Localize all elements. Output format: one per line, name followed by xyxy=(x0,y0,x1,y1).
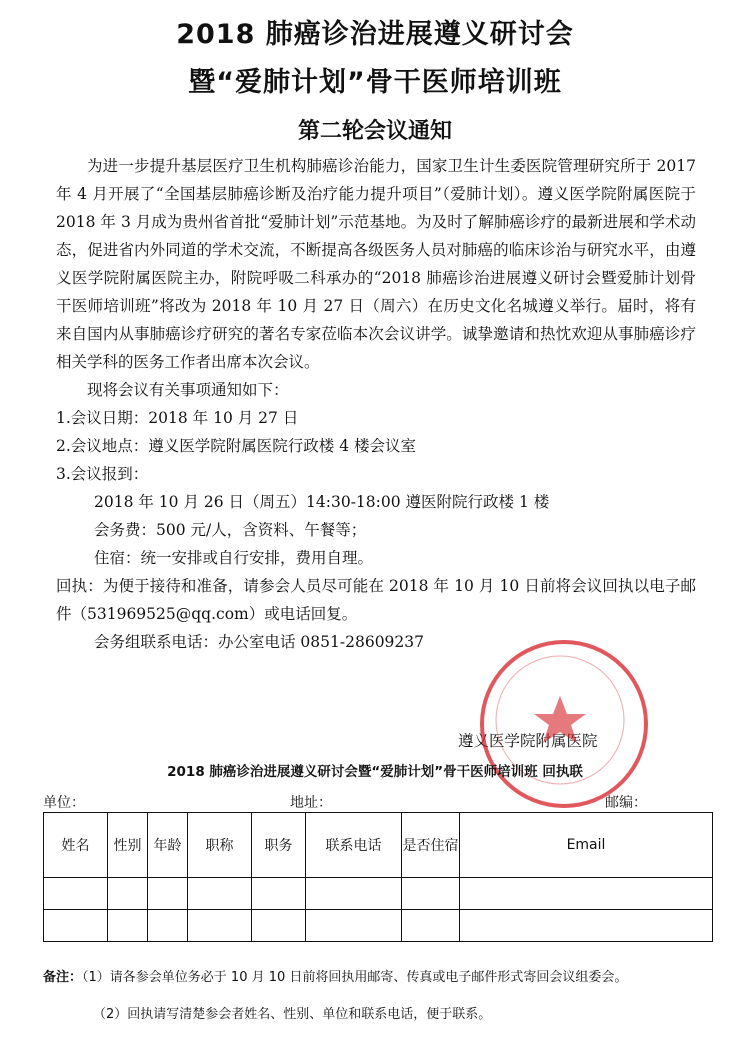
reply-info: 回执：为便于接待和准备，请参会人员尽可能在 2018 年 10 月 10 日前将会议回执以电子邮件（531969525@qq.com）或电话回复。 xyxy=(56,577,696,623)
unit-label: 单位： xyxy=(43,795,85,811)
table-header-row xyxy=(44,813,713,878)
header-age: 年龄 xyxy=(148,813,188,878)
intro-paragraph: 为进一步提升基层医疗卫生机构肺癌诊治能力，国家卫生计生委医院管理研究所于 2017 年 4 月开展了“全国基层肺癌诊断及治疗能力提升项目”（爱肺计划）。遵义医学院附属医院于 2018 年 3 月成为贵州省首批“爱肺计划”示范基地。为及时了解肺癌诊疗的最新进展和学术动态，促进省内外同道的学术交流，不断提高各级医务人员对肺癌的临床诊治与研究水平，由遵义医学院附属医院主办，附院呼吸二科承办的“2018 肺癌诊治进展遵义研讨会暨爱肺计划骨干医师培训班”将改为 2018 年 10 月 27 日（周六）在历史文化名城遵义举行。届时，将有来自国内从事肺癌诊疗研究的著名专家莅临本次会议讲学。诚挚邀请和热忱欢迎从事肺癌诊疗相关学科的医务工作者出席本次会议。 xyxy=(56,157,696,371)
table-cell[interactable] xyxy=(44,878,108,910)
table-cell[interactable] xyxy=(252,878,306,910)
header-name: 姓名 xyxy=(44,813,108,878)
notice-body xyxy=(56,152,696,656)
header-title: 职称 xyxy=(188,813,252,878)
contact-info: 会务组联系电话：办公室电话 0851-28609237 xyxy=(94,633,425,651)
form-title: 2018 肺癌诊治进展遵义研讨会暨“爱肺计划”骨干医师培训班 回执联 xyxy=(167,764,583,780)
fee-info: 会务费：500 元/人，含资料、午餐等； xyxy=(94,521,367,539)
table-cell[interactable] xyxy=(460,910,713,942)
registration-time: 2018 年 10 月 26 日（周五）14:30-18:00 遵医附院行政楼 1 楼 xyxy=(94,493,550,511)
table-cell[interactable] xyxy=(108,910,148,942)
table-row xyxy=(44,878,713,910)
table-cell[interactable] xyxy=(252,910,306,942)
table-cell[interactable] xyxy=(460,878,713,910)
header-phone: 联系电话 xyxy=(306,813,402,878)
table-cell[interactable] xyxy=(306,910,402,942)
table-cell[interactable] xyxy=(44,910,108,942)
note-1-text: （1）请各参会单位务必于 10 月 10 日前将回执用邮寄、传真或电子邮件形式寄回会议组委会。 xyxy=(82,970,628,985)
item-registration: 3.会议报到： xyxy=(56,465,149,483)
table-row xyxy=(44,910,713,942)
table-cell[interactable] xyxy=(148,910,188,942)
title-line-2: 暨“爱肺计划”骨干医师培训班 xyxy=(188,67,562,98)
header-lodging: 是否住宿 xyxy=(402,813,460,878)
signature: 遵义医学院附属医院 xyxy=(458,732,598,750)
postcode-label: 邮编： xyxy=(605,795,647,811)
item-date: 1.会议日期：2018 年 10 月 27 日 xyxy=(56,409,299,427)
note-1 xyxy=(43,966,733,985)
table-cell[interactable] xyxy=(306,878,402,910)
table-cell[interactable] xyxy=(402,910,460,942)
item-location: 2.会议地点：遵义医学院附属医院行政楼 4 楼会议室 xyxy=(56,437,417,455)
table-cell[interactable] xyxy=(148,878,188,910)
address-label: 地址： xyxy=(290,795,332,811)
table-cell[interactable] xyxy=(188,878,252,910)
header-gender: 性别 xyxy=(108,813,148,878)
title-line-1: 2018 肺癌诊治进展遵义研讨会 xyxy=(176,19,574,50)
note-label: 备注： xyxy=(43,970,83,985)
table-cell[interactable] xyxy=(108,878,148,910)
notice-subtitle: 第二轮会议通知 xyxy=(297,119,452,144)
note-2: （2）回执请写清楚参会者姓名、性别、单位和联系电话，便于联系。 xyxy=(93,1007,492,1022)
notice-intro: 现将会议有关事项通知如下： xyxy=(87,381,289,399)
header-email: Email xyxy=(460,813,713,878)
header-position: 职务 xyxy=(252,813,306,878)
reply-table xyxy=(43,812,713,942)
table-cell[interactable] xyxy=(402,878,460,910)
lodging-info: 住宿：统一安排或自行安排，费用自理。 xyxy=(94,549,374,567)
table-cell[interactable] xyxy=(188,910,252,942)
official-seal xyxy=(480,640,648,808)
